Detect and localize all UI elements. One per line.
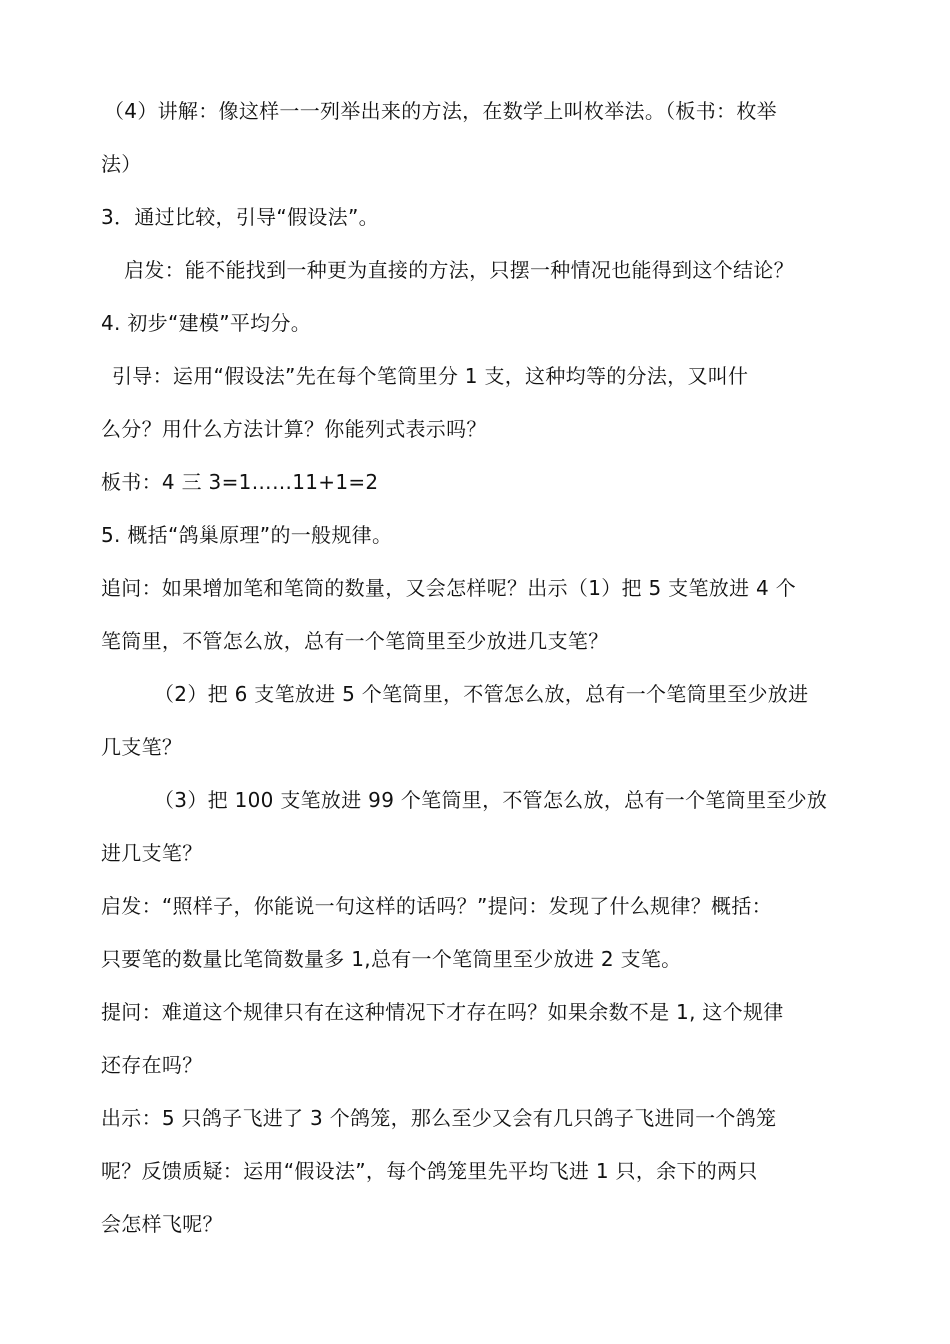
text-line: 进几支笔？ bbox=[101, 841, 203, 865]
text-line: （2）把 6 支笔放进 5 个笔筒里，不管怎么放，总有一个笔筒里至少放进 bbox=[154, 682, 809, 706]
text-line: 启发：能不能找到一种更为直接的方法，只摆一种情况也能得到这个结论？ bbox=[124, 258, 794, 282]
text-line: （4）讲解：像这样一一列举出来的方法，在数学上叫枚举法。（板书：枚举 bbox=[104, 99, 777, 123]
text-line: 提问：难道这个规律只有在这种情况下才存在吗？如果余数不是 1, 这个规律 bbox=[101, 1000, 784, 1024]
text-line: 引导：运用“假设法”先在每个笔筒里分 1 支，这种均等的分法，又叫什 bbox=[112, 364, 749, 388]
text-line: （3）把 100 支笔放进 99 个笔筒里，不管怎么放，总有一个笔筒里至少放 bbox=[154, 788, 828, 812]
text-line: 只要笔的数量比笔筒数量多 1,总有一个笔筒里至少放进 2 支笔。 bbox=[101, 947, 682, 971]
section-heading: 4. 初步“建模”平均分。 bbox=[101, 311, 312, 335]
text-line: 几支笔？ bbox=[101, 735, 183, 759]
section-heading: 3．通过比较，引导“假设法”。 bbox=[101, 205, 379, 229]
section-heading: 5. 概括“鸽巢原理”的一般规律。 bbox=[101, 523, 393, 547]
text-line: 启发：“照样子，你能说一句这样的话吗？”提问：发现了什么规律？概括： bbox=[101, 894, 772, 918]
board-writing: 板书：4 三 3=1……11+1=2 bbox=[101, 470, 379, 494]
text-line: 么分？用什么方法计算？你能列式表示吗？ bbox=[101, 417, 487, 441]
text-line: 笔筒里，不管怎么放，总有一个笔筒里至少放进几支笔？ bbox=[101, 629, 609, 653]
text-line: 追问：如果增加笔和笔筒的数量，又会怎样呢？出示（1）把 5 支笔放进 4 个 bbox=[101, 576, 797, 600]
text-line: 法） bbox=[101, 152, 142, 176]
text-line: 出示：5 只鸽子飞进了 3 个鸽笼，那么至少又会有几只鸽子飞进同一个鸽笼 bbox=[101, 1106, 777, 1130]
text-line: 呢？反馈质疑：运用“假设法”，每个鸽笼里先平均飞进 1 只，余下的两只 bbox=[101, 1159, 758, 1183]
text-line: 还存在吗？ bbox=[101, 1053, 203, 1077]
text-line: 会怎样飞呢？ bbox=[101, 1212, 223, 1236]
